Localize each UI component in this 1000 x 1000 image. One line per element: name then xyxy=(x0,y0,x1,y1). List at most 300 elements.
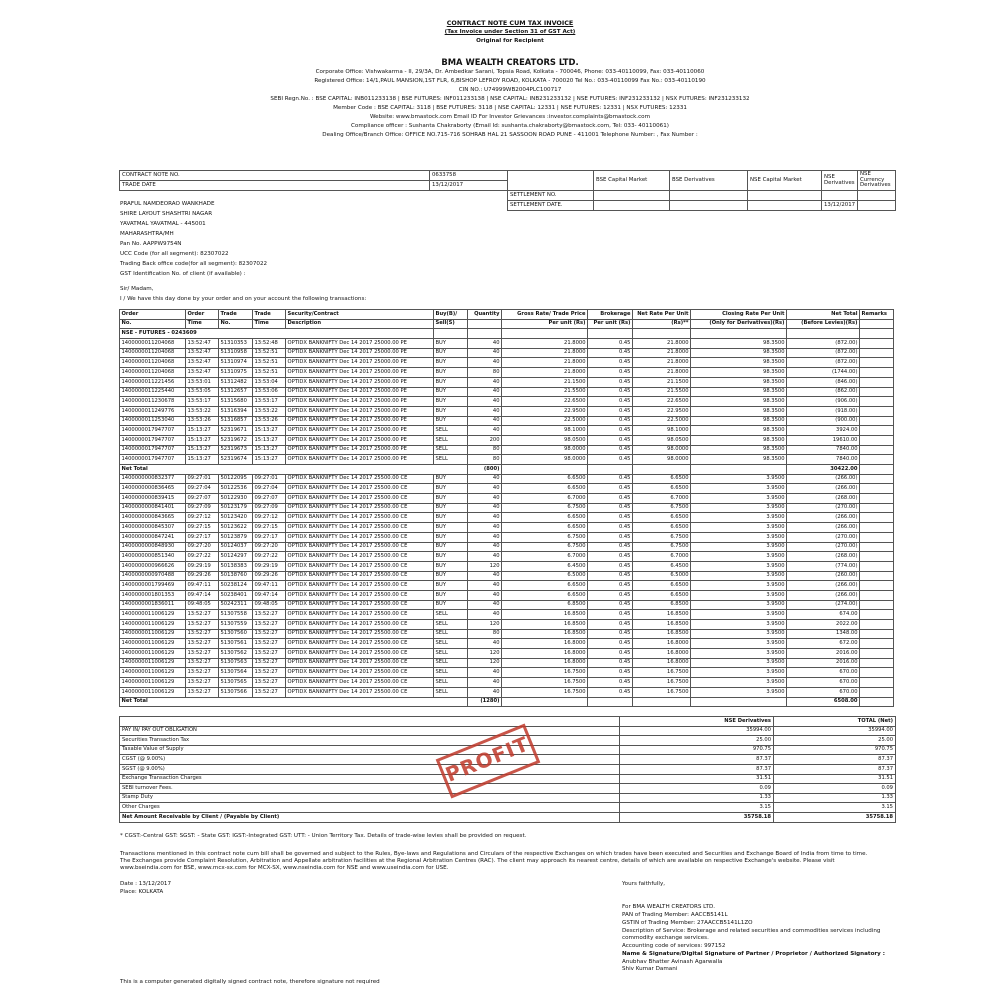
table-cell: 3.9500 xyxy=(691,687,787,697)
column-header: No. xyxy=(120,319,186,329)
table-cell: 98.3500 xyxy=(691,426,787,436)
remarks-cell xyxy=(860,426,894,436)
net-amount-total: 35758.18 xyxy=(774,812,896,822)
table-cell: 0.45 xyxy=(588,474,633,484)
table-cell: 0.45 xyxy=(588,397,633,407)
table-cell: 672.00 xyxy=(787,639,860,649)
table-cell: 13:52:48 xyxy=(253,339,286,349)
table-cell: 40 xyxy=(468,348,502,358)
column-header: Time xyxy=(186,319,219,329)
table-cell: 3.9500 xyxy=(691,542,787,552)
table-cell xyxy=(120,717,620,727)
table-cell: 13:52:27 xyxy=(253,649,286,659)
yours-faithfully: Yours faithfully, xyxy=(622,881,666,887)
client-ucc: UCC Code (for all segment): 82307022 xyxy=(120,251,229,257)
table-cell: 3.9500 xyxy=(691,610,787,620)
table-cell: 40 xyxy=(468,542,502,552)
table-cell: 1400000000845307 xyxy=(120,523,186,533)
table-cell: 40 xyxy=(468,678,502,688)
table-row xyxy=(120,687,894,697)
table-cell: 21.5500 xyxy=(633,387,691,397)
table-cell: 3.9500 xyxy=(691,513,787,523)
table-cell: BUY xyxy=(434,348,468,358)
table-cell: 50138760 xyxy=(219,571,253,581)
table-cell: 51310958 xyxy=(219,348,253,358)
table-row xyxy=(120,523,894,533)
table-cell: 51310975 xyxy=(219,368,253,378)
table-row xyxy=(120,649,894,659)
table-cell: 50238401 xyxy=(219,590,253,600)
table-cell: SELL xyxy=(434,678,468,688)
table-cell: 13:52:27 xyxy=(253,687,286,697)
table-cell: 16.7500 xyxy=(633,678,691,688)
date-line: Date : 13/12/2017 xyxy=(120,881,172,887)
table-cell: OPTIDX BANKNIFTY Dec 14 2017 25500.00 CE xyxy=(286,474,434,484)
table-cell: OPTIDX BANKNIFTY Dec 14 2017 25500.00 CE xyxy=(286,561,434,571)
table-cell: 15:13:27 xyxy=(253,435,286,445)
table-cell: (774.00) xyxy=(787,561,860,571)
table-cell: 0.45 xyxy=(588,523,633,533)
table-row xyxy=(120,494,894,504)
table-cell: 7840.00 xyxy=(787,455,860,465)
net-amount-label: Net Amount Receivable by Client / (Payable by Client) xyxy=(120,812,620,822)
table-cell: 40 xyxy=(468,474,502,484)
table-cell: 16.8500 xyxy=(633,620,691,630)
table-cell: 51316857 xyxy=(219,416,253,426)
table-cell: 98.0000 xyxy=(633,445,691,455)
column-header: Brokerage xyxy=(588,310,633,320)
table-cell: 16.8500 xyxy=(502,629,588,639)
table-cell: 52319672 xyxy=(219,435,253,445)
table-cell: 51307561 xyxy=(219,639,253,649)
table-cell: 98.3500 xyxy=(691,358,787,368)
sign-line: PAN of Trading Member: AACCB5141L xyxy=(622,912,728,918)
table-cell: 6.6500 xyxy=(502,513,588,523)
table-cell: SELL xyxy=(434,455,468,465)
table-cell: 98.3500 xyxy=(691,387,787,397)
table-cell: 1400000011230678 xyxy=(120,397,186,407)
table-cell: OPTIDX BANKNIFTY Dec 14 2017 25000.00 PE xyxy=(286,426,434,436)
table-cell: 98.3500 xyxy=(691,339,787,349)
table-cell: 3.9500 xyxy=(691,581,787,591)
table-cell: 09:27:20 xyxy=(253,542,286,552)
table-cell: 16.8000 xyxy=(633,639,691,649)
table-cell: SELL xyxy=(434,620,468,630)
table-cell: 6.6500 xyxy=(502,474,588,484)
header-line: Registered Office: 14/1,PAUL MANSION,1ST FLR, 6,BISHOP LEFROY ROAD, KOLKATA - 700020 Tel No.: 033-40110099 Fax No.: 033-40110190 xyxy=(314,78,706,84)
table-cell: 40 xyxy=(468,523,502,533)
table-cell: 0.45 xyxy=(588,532,633,542)
table-cell: BUY xyxy=(434,494,468,504)
table-cell: 674.00 xyxy=(787,610,860,620)
summary-value: 970.75 xyxy=(620,745,774,755)
table-cell: BUY xyxy=(434,513,468,523)
table-cell: 40 xyxy=(468,339,502,349)
table-cell: 3.9500 xyxy=(691,620,787,630)
table-cell: 21.8000 xyxy=(633,348,691,358)
table-cell: 1400000011204068 xyxy=(120,368,186,378)
column-header: Order xyxy=(120,310,186,320)
segment-label: NSE - FUTURES - 0243609 xyxy=(120,329,434,339)
net-amount-row xyxy=(120,812,896,822)
table-cell: 51307562 xyxy=(219,649,253,659)
table-cell: 670.00 xyxy=(787,678,860,688)
settlement-date-label: SETTLEMENT DATE. xyxy=(508,201,594,211)
column-header: Security/Contract xyxy=(286,310,434,320)
table-cell: 80 xyxy=(468,445,502,455)
sign-line: Description of Service: Brokerage and related securities and commodities services including xyxy=(622,928,881,934)
table-cell: 09:27:07 xyxy=(253,494,286,504)
table-cell: 98.1000 xyxy=(502,426,588,436)
table-cell: 3.9500 xyxy=(691,639,787,649)
table-cell: 09:27:17 xyxy=(253,532,286,542)
table-cell: (872.00) xyxy=(787,358,860,368)
table-cell: 09:29:19 xyxy=(253,561,286,571)
sign-line: For BMA WEALTH CREATORS LTD. xyxy=(622,904,716,910)
summary-label: Taxable Value of Supply xyxy=(120,745,620,755)
table-cell: 09:27:17 xyxy=(186,532,219,542)
signatory-heading: Name & Signature/Digital Signature of Partner / Proprietor / Authorized Signatory : xyxy=(622,951,886,957)
table-cell: 51307563 xyxy=(219,658,253,668)
remarks-cell xyxy=(860,629,894,639)
table-cell: 16.8000 xyxy=(502,649,588,659)
table-cell: 13:52:51 xyxy=(253,358,286,368)
sign-line: Accounting code of services: 997152 xyxy=(622,943,726,949)
column-header xyxy=(468,319,502,329)
remarks-cell xyxy=(860,416,894,426)
place-line: Place: KOLKATA xyxy=(120,889,164,895)
table-cell: BUY xyxy=(434,532,468,542)
table-cell: 3.9500 xyxy=(691,590,787,600)
table-cell: 6.4500 xyxy=(633,561,691,571)
table-cell: 1400000011006129 xyxy=(120,639,186,649)
table-cell: 98.3500 xyxy=(691,368,787,378)
table-cell: 40 xyxy=(468,377,502,387)
table-row xyxy=(120,668,894,678)
table-cell: 15:13:27 xyxy=(186,426,219,436)
table-cell: 3.9500 xyxy=(691,532,787,542)
table-cell: (872.00) xyxy=(787,348,860,358)
table-cell: 1400000011249776 xyxy=(120,406,186,416)
table-cell: 13:53:22 xyxy=(186,406,219,416)
net-total-row xyxy=(120,697,894,707)
table-cell: OPTIDX BANKNIFTY Dec 14 2017 25500.00 CE xyxy=(286,542,434,552)
table-row xyxy=(120,629,894,639)
segment-row xyxy=(120,329,894,339)
table-cell: (270.00) xyxy=(787,503,860,513)
table-cell: 0.45 xyxy=(588,426,633,436)
table-cell: SELL xyxy=(434,426,468,436)
table-cell: 98.0000 xyxy=(502,445,588,455)
summary-header-row xyxy=(120,717,896,727)
table-cell xyxy=(691,329,787,339)
table-cell: 13:53:26 xyxy=(253,416,286,426)
table-cell: (862.00) xyxy=(787,387,860,397)
summary-value: 87.37 xyxy=(620,755,774,765)
table-cell: 09:27:20 xyxy=(186,542,219,552)
table-cell: 6.7500 xyxy=(502,532,588,542)
table-cell: 22.9500 xyxy=(633,406,691,416)
table-cell: 1400000017947707 xyxy=(120,426,186,436)
table-cell: BUY xyxy=(434,397,468,407)
summary-total: 87.37 xyxy=(774,764,896,774)
net-total-amount: 6508.00 xyxy=(787,697,860,707)
table-cell: 40 xyxy=(468,406,502,416)
table-cell: 0.45 xyxy=(588,503,633,513)
table-cell: 51307564 xyxy=(219,668,253,678)
table-cell: 51307560 xyxy=(219,629,253,639)
table-cell: 09:48:05 xyxy=(186,600,219,610)
table-cell: 3.9500 xyxy=(691,668,787,678)
remarks-cell xyxy=(860,687,894,697)
table-cell: 40 xyxy=(468,571,502,581)
table-cell: OPTIDX BANKNIFTY Dec 14 2017 25000.00 PE xyxy=(286,348,434,358)
table-cell: OPTIDX BANKNIFTY Dec 14 2017 25000.00 PE xyxy=(286,416,434,426)
table-cell: 0.45 xyxy=(588,387,633,397)
table-cell: 98.0500 xyxy=(633,435,691,445)
intro-text: I / We have this day done by your order and on your account the following transactions: xyxy=(120,296,367,302)
table-cell: SELL xyxy=(434,639,468,649)
table-cell: 3.9500 xyxy=(691,503,787,513)
original-label: Original for Recipient xyxy=(476,38,544,44)
table-cell: 80 xyxy=(468,368,502,378)
table-cell: 1400000017947707 xyxy=(120,435,186,445)
table-cell: (268.00) xyxy=(787,552,860,562)
column-header xyxy=(860,319,894,329)
table-cell xyxy=(588,465,633,475)
table-cell: 0.45 xyxy=(588,687,633,697)
summary-label: SGST (@ 9.00%) xyxy=(120,764,620,774)
summary-label: Stamp Duty xyxy=(120,793,620,803)
table-cell: 19610.00 xyxy=(787,435,860,445)
nse-deriv-settlement-date: 13/12/2017 xyxy=(822,201,858,211)
table-cell: BUY xyxy=(434,571,468,581)
table-cell xyxy=(502,465,588,475)
table-cell: 0.45 xyxy=(588,435,633,445)
client-address: YAVATMAL YAVATMAL - 445001 xyxy=(120,221,206,227)
table-cell: 13:52:47 xyxy=(186,348,219,358)
summary-row xyxy=(120,793,896,803)
terms-paragraph: www.bseindia.com for BSE, www.mcx-sx.com for MCX-SX, www.nseindia.com for NSE and www.useindia.com for USE. xyxy=(120,865,449,871)
table-cell: 6.7500 xyxy=(502,503,588,513)
column-header: Per unit (Rs) xyxy=(502,319,588,329)
table-cell: 13:52:27 xyxy=(186,649,219,659)
table-cell: 3.9500 xyxy=(691,474,787,484)
table-cell: 09:27:12 xyxy=(253,513,286,523)
table-cell: 0.45 xyxy=(588,377,633,387)
remarks-cell xyxy=(860,658,894,668)
table-cell: 09:47:11 xyxy=(186,581,219,591)
table-cell xyxy=(633,329,691,339)
summary-label: CGST (@ 9.00%) xyxy=(120,755,620,765)
table-cell: 15:13:27 xyxy=(253,455,286,465)
table-cell: SELL xyxy=(434,687,468,697)
table-cell: 22.5000 xyxy=(502,416,588,426)
table-cell: OPTIDX BANKNIFTY Dec 14 2017 25000.00 PE xyxy=(286,406,434,416)
table-cell: OPTIDX BANKNIFTY Dec 14 2017 25500.00 CE xyxy=(286,600,434,610)
table-cell: 0.45 xyxy=(588,368,633,378)
column-header: (Only for Derivatives)(Rs) xyxy=(691,319,787,329)
table-cell: OPTIDX BANKNIFTY Dec 14 2017 25500.00 CE xyxy=(286,571,434,581)
table-cell: 80 xyxy=(468,455,502,465)
table-cell: 40 xyxy=(468,610,502,620)
table-cell: 13:52:27 xyxy=(253,658,286,668)
table-cell: 15:13:27 xyxy=(253,426,286,436)
client-pan: Pan No. AAPPW9754N xyxy=(120,241,182,247)
header-line: Compliance officer : Sushanta Chakraborty (Email Id: sushanta.chakraborty@bmastock.com, Tel: 033- 40110061) xyxy=(351,123,669,129)
table-cell: BUY xyxy=(434,358,468,368)
table-cell: 09:27:01 xyxy=(253,474,286,484)
contract-info-table xyxy=(119,170,896,211)
table-cell: 98.3500 xyxy=(691,406,787,416)
table-cell: 51307566 xyxy=(219,687,253,697)
table-cell: 09:27:12 xyxy=(186,513,219,523)
remarks-cell xyxy=(860,368,894,378)
remarks-cell xyxy=(860,503,894,513)
table-cell: 6.7500 xyxy=(633,503,691,513)
remarks-cell xyxy=(860,348,894,358)
table-cell: 50242311 xyxy=(219,600,253,610)
table-cell xyxy=(434,329,468,339)
table-cell: 6.7000 xyxy=(502,494,588,504)
table-cell: 6.6500 xyxy=(633,484,691,494)
table-cell: 13:53:06 xyxy=(253,387,286,397)
table-cell: 13:52:27 xyxy=(186,610,219,620)
net-total-amount: 30422.00 xyxy=(787,465,860,475)
table-cell: OPTIDX BANKNIFTY Dec 14 2017 25500.00 CE xyxy=(286,610,434,620)
table-cell: 51315680 xyxy=(219,397,253,407)
table-cell: 50238124 xyxy=(219,581,253,591)
table-cell: (266.00) xyxy=(787,474,860,484)
table-cell: 1400000000843665 xyxy=(120,513,186,523)
summary-label: PAY IN/ PAY OUT OBLIGATION xyxy=(120,726,620,736)
table-cell: 1400000000832377 xyxy=(120,474,186,484)
table-row xyxy=(120,368,894,378)
table-cell: 13:52:27 xyxy=(186,639,219,649)
table-cell: 0.45 xyxy=(588,600,633,610)
table-cell: 13:52:27 xyxy=(253,610,286,620)
table-cell: OPTIDX BANKNIFTY Dec 14 2017 25500.00 CE xyxy=(286,678,434,688)
terms-paragraph: Transactions mentioned in this contract note cum bill shall be governed and subject to the Rules, Bye-laws and Regulations and Circulars of the respective Exchanges on which trades have been executed and Securities and Exchange Board of India from time to time. xyxy=(120,851,868,857)
column-header: Time xyxy=(253,319,286,329)
table-cell: 21.8000 xyxy=(502,348,588,358)
table-cell: 22.6500 xyxy=(633,397,691,407)
remarks-cell xyxy=(860,668,894,678)
table-cell: BUY xyxy=(434,387,468,397)
column-header: Trade xyxy=(219,310,253,320)
table-cell: 1400000011006129 xyxy=(120,610,186,620)
header-line: Corporate Office: Vishwakarma - II, 29/3A, Dr. Ambedkar Sarani, Topsia Road, Kolkata - 700046, Phone: 033-40110099, Fax: 033-40110060 xyxy=(315,69,705,75)
transactions-table xyxy=(119,309,894,707)
table-row xyxy=(120,435,894,445)
table-cell xyxy=(468,329,502,339)
table-cell: 6.6500 xyxy=(633,523,691,533)
table-cell: 16.7500 xyxy=(633,687,691,697)
table-cell: BUY xyxy=(434,377,468,387)
column-header: Order xyxy=(186,310,219,320)
table-cell: 51312482 xyxy=(219,377,253,387)
table-row xyxy=(120,532,894,542)
table-cell: 98.3500 xyxy=(691,348,787,358)
table-cell: BUY xyxy=(434,542,468,552)
net-amount-value: 35758.18 xyxy=(620,812,774,822)
table-cell: 52319673 xyxy=(219,445,253,455)
table-cell: 16.8500 xyxy=(633,629,691,639)
table-cell: 15:13:27 xyxy=(186,455,219,465)
table-cell: OPTIDX BANKNIFTY Dec 14 2017 25000.00 PE xyxy=(286,387,434,397)
table-cell xyxy=(691,697,787,707)
table-row xyxy=(120,552,894,562)
table-cell: 3.9500 xyxy=(691,523,787,533)
document-title: CONTRACT NOTE CUM TAX INVOICE xyxy=(446,19,574,27)
table-cell: BUY xyxy=(434,503,468,513)
table-cell: 50123622 xyxy=(219,523,253,533)
table-cell: 3.9500 xyxy=(691,571,787,581)
table-cell: 1400000000839415 xyxy=(120,494,186,504)
remarks-cell xyxy=(860,358,894,368)
summary-value: 1.33 xyxy=(620,793,774,803)
table-cell xyxy=(787,329,860,339)
table-cell: 120 xyxy=(468,658,502,668)
table-cell: 50122930 xyxy=(219,494,253,504)
summary-value: 3.15 xyxy=(620,803,774,813)
table-cell: 3924.00 xyxy=(787,426,860,436)
summary-row xyxy=(120,803,896,813)
sign-line: GSTIN of Trading Member: 27AACCB5141L1ZO xyxy=(622,920,753,926)
table-cell: 0.45 xyxy=(588,620,633,630)
table-cell: 6.7500 xyxy=(633,532,691,542)
table-cell: 120 xyxy=(468,620,502,630)
table-cell: (274.00) xyxy=(787,600,860,610)
table-row xyxy=(120,639,894,649)
table-cell: OPTIDX BANKNIFTY Dec 14 2017 25000.00 PE xyxy=(286,368,434,378)
table-row xyxy=(120,561,894,571)
table-cell: SELL xyxy=(434,668,468,678)
table-cell: (918.00) xyxy=(787,406,860,416)
table-row xyxy=(120,590,894,600)
table-cell: 7840.00 xyxy=(787,445,860,455)
table-cell: OPTIDX BANKNIFTY Dec 14 2017 25500.00 CE xyxy=(286,639,434,649)
table-cell: 1400000000847241 xyxy=(120,532,186,542)
summary-total: 35994.00 xyxy=(774,726,896,736)
summary-total: 3.15 xyxy=(774,803,896,813)
table-cell: 3.9500 xyxy=(691,658,787,668)
table-cell: 6.8500 xyxy=(502,600,588,610)
table-cell: OPTIDX BANKNIFTY Dec 14 2017 25000.00 PE xyxy=(286,455,434,465)
table-cell: 09:27:15 xyxy=(253,523,286,533)
table-cell: OPTIDX BANKNIFTY Dec 14 2017 25500.00 CE xyxy=(286,503,434,513)
table-cell: SELL xyxy=(434,629,468,639)
table-cell: 16.8000 xyxy=(633,649,691,659)
remarks-cell xyxy=(860,465,894,475)
sign-line: commodity exchange services. xyxy=(622,935,709,941)
table-cell: 13:52:27 xyxy=(253,620,286,630)
table-cell: 3.9500 xyxy=(691,561,787,571)
table-row xyxy=(120,358,894,368)
table-cell: 0.45 xyxy=(588,668,633,678)
contract-note-label: CONTRACT NOTE NO. xyxy=(120,171,430,181)
table-row xyxy=(120,658,894,668)
column-header: Per unit (Rs) xyxy=(588,319,633,329)
table-cell: 09:27:01 xyxy=(186,474,219,484)
remarks-cell xyxy=(860,474,894,484)
column-header: (Before Levies)(Rs) xyxy=(787,319,860,329)
table-cell: 13:53:05 xyxy=(186,387,219,397)
table-cell: 40 xyxy=(468,494,502,504)
table-cell: BUY xyxy=(434,484,468,494)
table-cell: 13:53:01 xyxy=(186,377,219,387)
table-cell: 13:52:27 xyxy=(253,668,286,678)
